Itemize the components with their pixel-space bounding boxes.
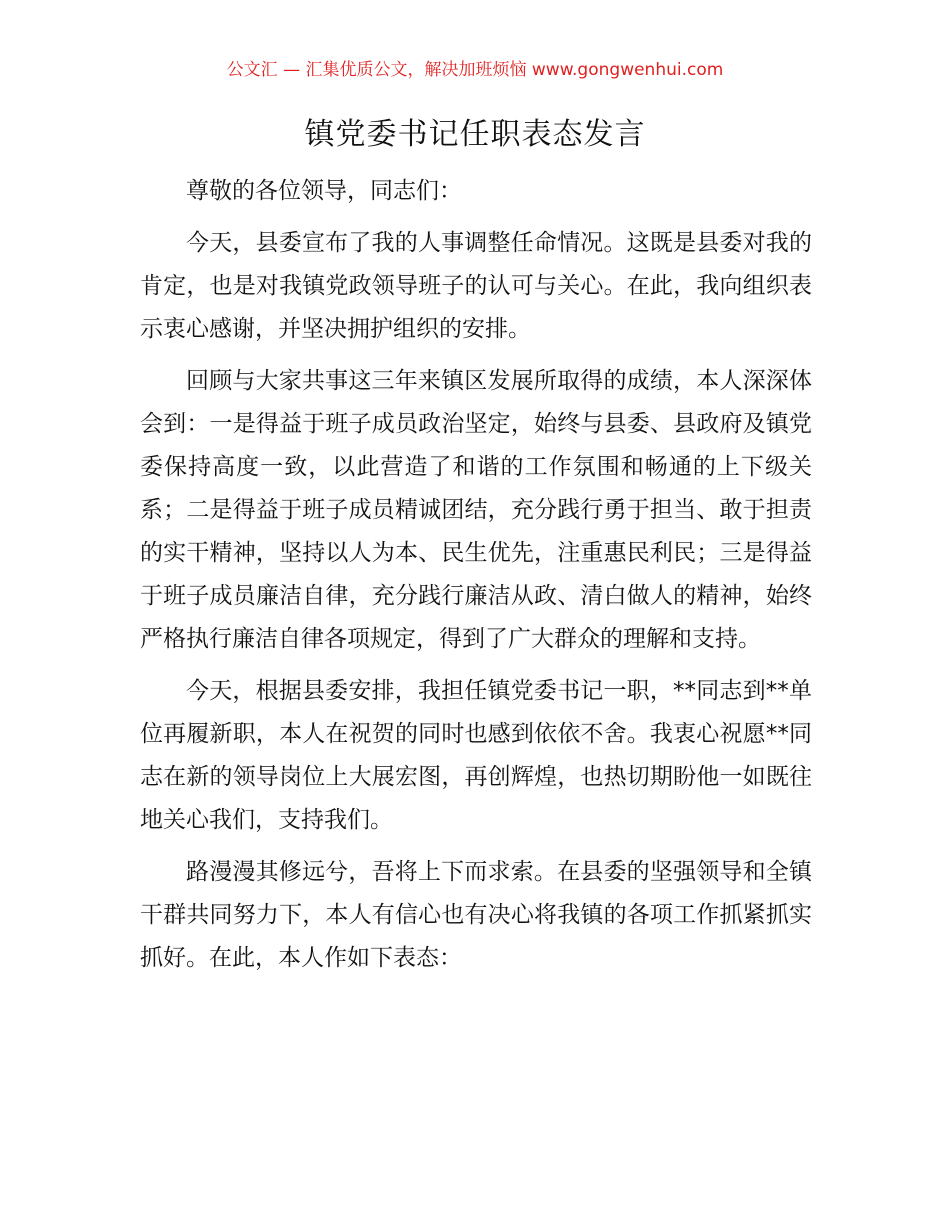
paragraph-1: 今天，县委宣布了我的人事调整任命情况。这既是县委对我的肯定，也是对我镇党政领导班子的认可与关心。在此，我向组织表示衷心感谢，并坚决拥护组织的安排。 [140, 230, 812, 342]
document-body [140, 170, 812, 989]
salutation: 尊敬的各位领导，同志们： [186, 178, 462, 204]
paragraph-3: 今天，根据县委安排，我担任镇党委书记一职，**同志到**单位再履新职，本人在祝贺的同时也感到依依不舍。我衷心祝愿**同志在新的领导岗位上大展宏图，再创辉煌，也热切期盼他一如既往地关心我们，支持我们。 [140, 678, 812, 833]
paragraph-4: 路漫漫其修远兮，吾将上下而求索。在县委的坚强领导和全镇干群共同努力下，本人有信心也有决心将我镇的各项工作抓紧抓实抓好。在此，本人作如下表态： [140, 859, 812, 971]
header-banner: 公文汇 — 汇集优质公文，解决加班烦恼 www.gongwenhui.com [226, 60, 724, 80]
document-title: 镇党委书记任职表态发言 [304, 117, 646, 152]
paragraph-2: 回顾与大家共事这三年来镇区发展所取得的成绩，本人深深体会到：一是得益于班子成员政治坚定，始终与县委、县政府及镇党委保持高度一致，以此营造了和谐的工作氛围和畅通的上下级关系；二是得益于班子成员精诚团结，充分践行勇于担当、敢于担责的实干精神，坚持以人为本、民生优先，注重惠民利民；三是得益于班子成员廉洁自律，充分践行廉洁从政、清白做人的精神，始终严格执行廉洁自律各项规定，得到了广大群众的理解和支持。 [140, 368, 812, 652]
